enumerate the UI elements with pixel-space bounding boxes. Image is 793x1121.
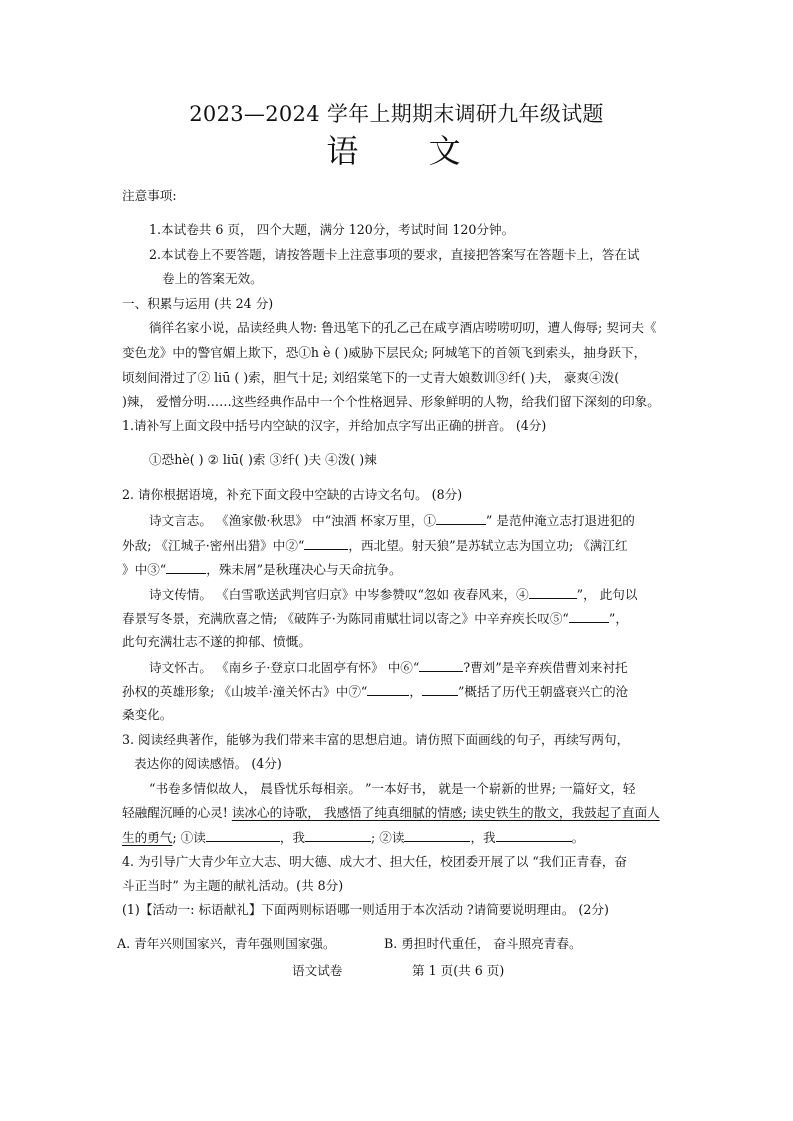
question-4-heading-a: 4. 为引导广大青少年立大志、明大德、成大才、担大任，校团委开展了以 “我们正青春，奋 bbox=[122, 854, 628, 869]
blank-i-1 bbox=[305, 829, 371, 842]
question-3-heading-b: 表达你的阅读感悟。 (4分) bbox=[134, 756, 282, 771]
question-2-heading: 2. 请你根据语境，补充下面文段中空缺的古诗文名句。 (8分) bbox=[122, 487, 463, 502]
q3-line-1: “书卷多情似故人， 晨昏忧乐每相亲。 ”一本好书， 就是一个崭新的世界; 一篇好文，轻 bbox=[149, 781, 636, 796]
q2-line-2-end: ，西北望。射天狼”是苏轼立志为国立功; 《满江红 bbox=[348, 538, 628, 553]
q3-line-2-text: 轻融醒沉睡的心灵! bbox=[122, 805, 232, 820]
section-1-heading: 一、积累与运用 (共 24 分) bbox=[122, 296, 274, 311]
notice-heading: 注意事项: bbox=[122, 188, 177, 203]
q2-line-4 bbox=[149, 586, 638, 603]
activity-1: (1)【活动一: 标语献礼】下面两则标语哪一则适用于本次活动 ?请简要说明理由。 (2分) bbox=[122, 902, 609, 917]
blank-read-2 bbox=[404, 829, 470, 842]
q3-line-3 bbox=[122, 829, 584, 846]
q3-i-2: ，我 bbox=[470, 830, 496, 845]
blank-6 bbox=[419, 659, 463, 672]
q2-line-3-end: ，殊未屑”是秋瑾决心与天命抗争。 bbox=[206, 562, 402, 577]
passage-line-2: 变色龙》中的警官媚上欺下，恐①h è ( )威胁下层民众; 阿城笔下的首领飞到索头，抽身跃下， bbox=[122, 345, 647, 360]
notice-item-1: 1.本试卷共 6 页， 四个大题，满分 120分，考试时间 120分钟。 bbox=[149, 222, 515, 237]
q2-line-8 bbox=[122, 683, 628, 700]
q2-line-7 bbox=[149, 659, 628, 676]
q2-line-3 bbox=[122, 561, 402, 578]
q2-line-2 bbox=[122, 537, 628, 554]
passage-line-3: 顷刻间滑过了② liū ( )索，胆气十足; 刘绍棠笔下的一丈青大娘数训③纤( )夫， 豪爽④泼( bbox=[122, 370, 620, 385]
q3-read-1: ; ①读 bbox=[172, 830, 206, 845]
q2-line-3-text: 》中③“ bbox=[122, 562, 167, 577]
q3-period: 。 bbox=[571, 830, 585, 845]
question-3-heading-a: 3. 阅读经典著作，能够为我们带来丰富的思想启迪。请仿照下面画线的句子，再续写两句， bbox=[122, 732, 630, 747]
q2-line-4-end: ”， 此句以 bbox=[576, 587, 638, 602]
question-1-answers: ①恐hè( ) ② liū( )索 ③纤( )夫 ④泼( )辣 bbox=[149, 452, 377, 467]
q2-line-6: 此句充满壮志不遂的抑郁、愤慨。 bbox=[122, 634, 311, 649]
option-a: A. 青年兴则国家兴，青年强则国家强。 bbox=[117, 936, 336, 951]
blank-7b bbox=[422, 683, 458, 696]
question-4-heading-b: 斗正当时” 为主题的献礼活动。(共 8分) bbox=[122, 878, 344, 893]
notice-item-2a: 2.本试卷上不要答题，请按答题卡上注意事项的要求，直接把答案写在答题卡上，答在试 bbox=[149, 247, 640, 262]
q2-line-8-text: 孙权的英雄形象; 《山坡羊·潼关怀古》中⑦“ bbox=[122, 684, 368, 699]
blank-5 bbox=[569, 610, 609, 623]
q2-line-7-end: ?曹刘”是辛弃疾借曹刘来衬托 bbox=[463, 660, 628, 675]
passage-line-1: 徜徉名家小说，品读经典人物: 鲁迅笔下的孔乙己在咸亨酒店唠唠叨叨，遭人侮辱; 契诃夫《 bbox=[149, 320, 657, 335]
q2-line-5-text: 春景写冬景，充满欣喜之情; 《破阵子·为陈同甫赋壮词以寄之》中辛弃疾长叹⑤“ bbox=[122, 611, 569, 626]
notice-item-2b: 卷上的答案无效。 bbox=[162, 271, 263, 286]
blank-i-2 bbox=[496, 829, 572, 842]
q2-line-7-text: 诗文怀古。 《南乡子·登京口北固亭有怀》 中⑥“ bbox=[149, 660, 420, 675]
blank-2 bbox=[304, 537, 348, 550]
option-b: B. 勇担时代重任， 奋斗照亮青春。 bbox=[384, 936, 582, 951]
blank-read-1 bbox=[206, 829, 280, 842]
q2-line-2-text: 外敌; 《江城子·密州出猎》中②“ bbox=[122, 538, 305, 553]
q3-underlined-end: 生的勇气 bbox=[122, 830, 173, 845]
q3-i-1: ，我 bbox=[279, 830, 305, 845]
q2-line-1-end: ” 是范仲淹立志打退进犯的 bbox=[485, 513, 635, 528]
q2-line-5 bbox=[122, 610, 628, 627]
q3-line-2 bbox=[122, 805, 660, 821]
q2-line-9: 桑变化。 bbox=[122, 707, 173, 722]
blank-1 bbox=[436, 512, 486, 525]
footer-left: 语文试卷 bbox=[292, 963, 343, 978]
q3-underlined-sentence: 读冰心的诗歌， 我感悟了纯真细腻的情感; 读史铁生的散文，我鼓起了直面人 bbox=[231, 805, 660, 820]
question-1: 1.请补写上面文段中括号内空缺的汉字，并给加点字写出正确的拼音。 (4分) bbox=[122, 418, 547, 433]
q2-line-1 bbox=[149, 512, 635, 529]
passage-line-4: )辣， 爱憎分明……这些经典作品中一个个性格迥异、形象鲜明的人物，给我们留下深刻的印象。 bbox=[122, 394, 660, 409]
q2-line-4-text: 诗文传情。 《白雪歌送武判官归京》中岑参赞叹“忽如 夜春风来，④ bbox=[149, 587, 529, 602]
blank-3 bbox=[166, 561, 206, 574]
q3-read-2: ; ②读 bbox=[371, 830, 405, 845]
q2-line-1-text: 诗文言志。 《渔家傲·秋思》 中“浊酒 杯家万里，① bbox=[149, 513, 436, 528]
footer-page: 第 1 页(共 6 页) bbox=[412, 963, 505, 978]
q2-line-8-comma: ， bbox=[409, 684, 422, 699]
blank-4 bbox=[529, 586, 577, 599]
blank-7a bbox=[367, 683, 409, 696]
subject-title: 语 文 bbox=[326, 132, 491, 170]
q2-line-5-end: ”， bbox=[608, 611, 628, 626]
exam-title: 2023—2024 学年上期期末调研九年级试题 bbox=[189, 102, 604, 126]
q2-line-8-end: ”概括了历代王朝盛衰兴亡的沧 bbox=[457, 684, 629, 699]
